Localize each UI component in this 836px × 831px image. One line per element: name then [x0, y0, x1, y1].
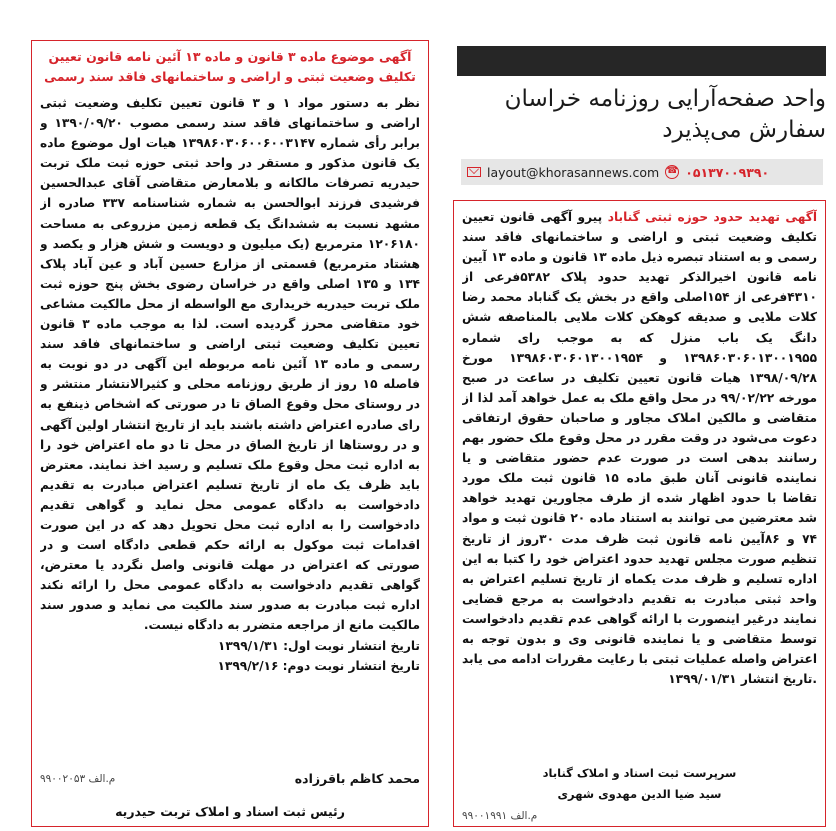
right-notice-signature [462, 763, 817, 805]
signer-name: محمد کاظم باقرزاده [294, 771, 420, 786]
right-notice-body [462, 207, 817, 752]
phone-icon: ☎ [665, 165, 679, 179]
banner-header-bar [457, 46, 826, 76]
mail-icon [467, 167, 481, 177]
publish-date-first: تاریخ انتشار نوبت اول: ۱۳۹۹/۱/۳۱ [217, 638, 420, 653]
contact-phone[interactable]: ۰۵۱۳۷۰۰۹۳۹۰ [685, 164, 770, 180]
left-notice-body [40, 93, 420, 755]
banner-contact [461, 159, 823, 185]
right-notice-text: پیرو آگهی قانون تعیین تکلیف وضعیت ثبتی و اراضی و ساختمانهای فاقد سند رسمی و به استناد تبصره ذیل ماده ۱۳ قانون و ماده ۱۳ آیین نامه قانون اخیرالذکر تهدید حدود پلاک ۵۳۸۲فرعی از ۴۳۱۰فرعی از ۱۵۴اصلی واقع در بخش یک گناباد محمد رضا کلات ملایی و صدیقه کوهکن کلات ملایی بالمناصفه شش دانگ یک باب منزل که به موجب رای شماره ۱۳۹۸۶۰۳۰۶۰۱۳۰۰۱۹۵۵ و ۱۳۹۸۶۰۳۰۶۰۱۳۰۰۱۹۵۴ مورخ ۱۳۹۸/۰۹/۲۸ هیات قانون تعیین تکلیف در ساعت در صبح مورخه ۹۹/۰۲/۲۲ در محل واقع ملک به عمل خواهد آمد لذا از متقاضی و مالکین املاک مجاور و صاحبان حقوق ارتفاقی دعوت می‌شود در وقت مقرر در محل وقوع ملک حضور بهم رسانند بدهی است در صورت عدم حضور متقاضی و یا نماینده قانونی آنان طبق ماده ۱۵ قانون ثبت ملک مورد تقاضا با حدود اظهار شده از طرف مجاورین تهدید خواهد شد معترضین می توانند به استناد ماده ۲۰ قانون ثبت و مواد ۷۴ و ۸۶آیین نامه قانون ثبت ظرف مدت ۳۰روز از تاریخ تنظیم صورت مجلس تهدید حدود اعتراض خود را کتبا به این اداره تسلیم و ظرف مدت یکماه از تاریخ تسلیم اعتراض به واحد ثبتی مبادرت به تقدیم دادخواست به مرجع قضایی نمایند درغیر اینصورت با ارائه گواهی عدم تقدیم دادخواست توسط متقاضی و یا نماینده قانونی وی و بدون توجه به اعتراض واصله عملیات ثبتی با رعایت مقررات ادامه می یابد .تاریخ انتشار ۱۳۹۹/۰۱/۳۱ [462, 210, 817, 687]
banner-line1: واحد صفحه‌آرایی روزنامه خراسان [504, 86, 826, 112]
right-signer-title: سرپرست ثبت اسناد و املاک گناباد [542, 766, 737, 780]
right-notice [453, 200, 826, 827]
left-notice-title: آگهی موضوع ماده ۳ قانون و ماده ۱۳ آئین نامه قانون تعیین تکلیف وضعیت ثبتی و اراضی و ساختمانهای فاقد سند رسمی [44, 49, 416, 84]
right-notice-title: آگهی تهدید حدود حوزه ثبتی گناباد [607, 210, 817, 224]
banner-text [470, 84, 826, 146]
left-notice-text: نظر به دستور مواد ۱ و ۳ قانون تعیین تکلیف وضعیت ثبتی اراضی و ساختمانهای فاقد سند رسمی مصوب ۱۳۹۰/۰۹/۲۰ و برابر رأی شماره ۱۳۹۸۶۰۳۰۶۰۰۶۰۰۳۱۴۷ هیات اول موضوع ماده یک قانون مذکور و مستقر در واحد ثبتی حوزه ثبت ملک تربت حیدریه تصرفات مالکانه و بلامعارض متقاضی آقای عبدالحسین فرشیدی فرزند ابوالحسن به شماره شناسنامه ۳۳۷ صادره از مشهد نسبت به ششدانگ یک قطعه زمین مزروعی به مساحت ۱۲۰۶۱۸۰ مترمربع (یک میلیون و دویست و شش هزار و یکصد و هشتاد مترمربع) قسمتی از مزارع حسین آباد و عین آباد پلاک ۱۳۴ و ۱۳۵ اصلی واقع در خراسان رضوی بخش پنج حوزه ثبت ملک تربت حیدریه خریداری مع الواسطه از محل مالکیت مشاعی خود متقاضی محرز گردیده است. لذا به موجب ماده ۳ قانون تعیین تکلیف وضعیت ثبتی اراضی و ساختمانهای فاقد سند رسمی و ماده ۱۳ آئین نامه مربوطه این آگهی در دو نوبت به فاصله ۱۵ روز از طریق روزنامه محلی و کثیرالانتشار منتشر و در روستای محل وقوع الصاق تا در صورتی که اشخاص ذینفع به رای صادره اعتراض داشته باشند باید از تاریخ انتشار اولین آگهی و در روستاها از تاریخ الصاق در محل تا دو ماه اعتراض خود را به اداره ثبت محل وقوع ملک تسلیم و رسید اخذ نمایند. معترض باید ظرف یک ماه از تاریخ تسلیم اعتراض مبادرت به تقدیم دادخواست به دادگاه عمومی محل نماید و گواهی تقدیم دادخواست را به اداره ثبت محل تحویل دهد که در این صورت اقدامات ثبت موکول به ارائه حکم قطعی دادگاه است و در صورتی که اعتراض در مهلت قانونی واصل نگردد یا معترض، گواهی تقدیم دادخواست به دادگاه عمومی محل را ارائه نکند اداره ثبت مبادرت به صدور سند مالکیت می نماید و صدور سند مالکیت مانع از مراجعه متضرر به دادگاه نیست. [40, 96, 420, 633]
left-notice [31, 40, 429, 827]
contact-email[interactable]: layout@khorasannews.com [487, 164, 660, 180]
right-notice-code: م.الف ۹۹۰۰۱۹۹۱ [462, 810, 538, 822]
publish-date-second: تاریخ انتشار نوبت دوم: ۱۳۹۹/۲/۱۶ [217, 658, 420, 673]
right-signer-name: سید ضیا الدین مهدوی شهری [557, 787, 722, 801]
notice-code: م.الف ۹۹۰۰۲۰۵۳ [40, 772, 116, 785]
banner-line2: سفارش می‌پذیرد [662, 117, 826, 143]
signer-title: رئیس ثبت اسناد و املاک تربت حیدریه [115, 804, 345, 819]
left-notice-signature [40, 771, 420, 819]
